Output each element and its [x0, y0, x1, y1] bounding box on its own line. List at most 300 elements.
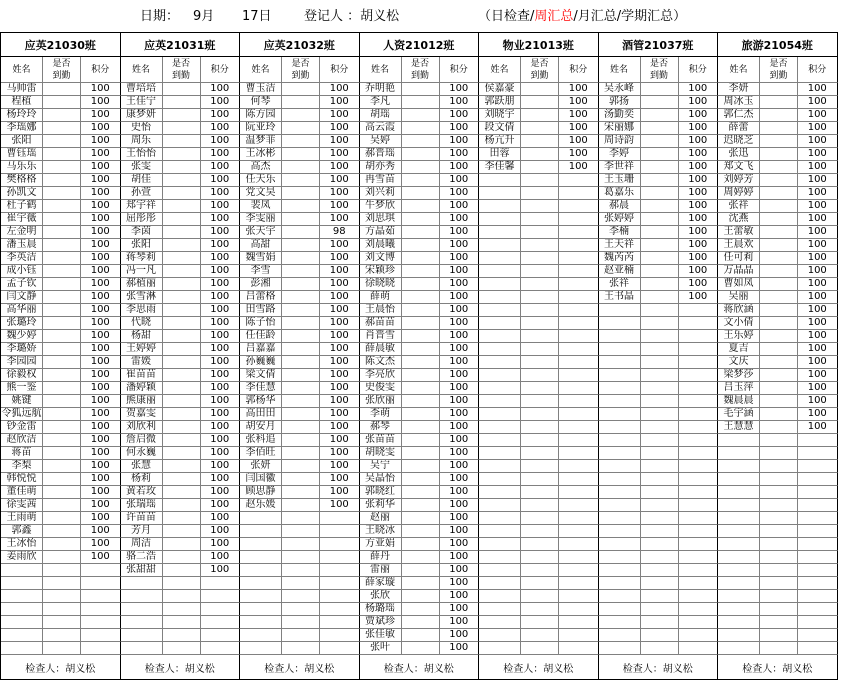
student-name-cell[interactable]: 詹启微: [121, 434, 163, 447]
score-cell[interactable]: 100: [201, 83, 241, 96]
student-name-cell[interactable]: 张欣: [360, 590, 402, 603]
score-cell[interactable]: 100: [440, 369, 480, 382]
score-cell[interactable]: 100: [798, 109, 838, 122]
student-name-cell[interactable]: 杨莉: [121, 473, 163, 486]
student-name-cell[interactable]: 刘欣利: [121, 421, 163, 434]
student-name-cell[interactable]: 党文昊: [240, 187, 282, 200]
attendance-cell[interactable]: [43, 265, 81, 278]
attendance-cell[interactable]: [521, 642, 559, 655]
student-name-cell[interactable]: 史怡: [121, 122, 163, 135]
student-name-cell[interactable]: [479, 447, 521, 460]
attendance-cell[interactable]: [402, 213, 440, 226]
attendance-cell[interactable]: [760, 382, 798, 395]
score-cell[interactable]: 100: [81, 161, 121, 174]
attendance-cell[interactable]: [641, 83, 679, 96]
student-name-cell[interactable]: 高华丽: [1, 304, 43, 317]
attendance-cell[interactable]: [760, 460, 798, 473]
student-name-cell[interactable]: 董佳萌: [1, 486, 43, 499]
score-cell[interactable]: [81, 564, 121, 577]
score-cell[interactable]: 100: [320, 148, 360, 161]
attendance-cell[interactable]: [282, 512, 320, 525]
attendance-cell[interactable]: [760, 96, 798, 109]
student-name-cell[interactable]: [121, 577, 163, 590]
attendance-cell[interactable]: [163, 187, 201, 200]
score-cell[interactable]: [559, 629, 599, 642]
attendance-cell[interactable]: [163, 590, 201, 603]
student-name-cell[interactable]: 张科追: [240, 434, 282, 447]
score-cell[interactable]: 100: [440, 330, 480, 343]
attendance-cell[interactable]: [521, 213, 559, 226]
student-name-cell[interactable]: [599, 512, 641, 525]
student-name-cell[interactable]: 钞金雷: [1, 421, 43, 434]
attendance-cell[interactable]: [282, 291, 320, 304]
student-name-cell[interactable]: 郭扬: [599, 96, 641, 109]
attendance-cell[interactable]: [43, 421, 81, 434]
score-cell[interactable]: [679, 356, 719, 369]
score-cell[interactable]: 100: [320, 382, 360, 395]
student-name-cell[interactable]: [479, 291, 521, 304]
attendance-cell[interactable]: [282, 577, 320, 590]
student-name-cell[interactable]: 李雪: [240, 265, 282, 278]
attendance-cell[interactable]: [163, 356, 201, 369]
student-name-cell[interactable]: [599, 642, 641, 655]
attendance-cell[interactable]: [521, 135, 559, 148]
score-cell[interactable]: [559, 265, 599, 278]
attendance-cell[interactable]: [282, 525, 320, 538]
attendance-cell[interactable]: [760, 590, 798, 603]
attendance-cell[interactable]: [641, 96, 679, 109]
score-cell[interactable]: [559, 551, 599, 564]
student-name-cell[interactable]: [479, 330, 521, 343]
score-cell[interactable]: 100: [440, 629, 480, 642]
student-name-cell[interactable]: 张瑞瑶: [121, 499, 163, 512]
student-name-cell[interactable]: 田雪路: [240, 304, 282, 317]
score-cell[interactable]: 100: [320, 447, 360, 460]
student-name-cell[interactable]: [479, 343, 521, 356]
student-name-cell[interactable]: 郭杨华: [240, 395, 282, 408]
score-cell[interactable]: 100: [201, 161, 241, 174]
score-cell[interactable]: 100: [81, 83, 121, 96]
score-cell[interactable]: 100: [440, 174, 480, 187]
attendance-cell[interactable]: [402, 395, 440, 408]
student-name-cell[interactable]: 吕嘉嘉: [240, 343, 282, 356]
student-name-cell[interactable]: 周诗韵: [599, 135, 641, 148]
student-name-cell[interactable]: 曹培培: [121, 83, 163, 96]
score-cell[interactable]: 100: [679, 226, 719, 239]
score-cell[interactable]: 100: [559, 122, 599, 135]
score-cell[interactable]: 100: [440, 499, 480, 512]
attendance-cell[interactable]: [43, 330, 81, 343]
score-cell[interactable]: [559, 512, 599, 525]
score-cell[interactable]: [559, 304, 599, 317]
attendance-cell[interactable]: [163, 603, 201, 616]
student-name-cell[interactable]: [718, 512, 760, 525]
attendance-cell[interactable]: [43, 577, 81, 590]
score-cell[interactable]: 100: [559, 109, 599, 122]
student-name-cell[interactable]: 何永巍: [121, 447, 163, 460]
student-name-cell[interactable]: [599, 590, 641, 603]
student-name-cell[interactable]: 吴宁: [360, 460, 402, 473]
attendance-cell[interactable]: [760, 369, 798, 382]
score-cell[interactable]: 100: [81, 317, 121, 330]
student-name-cell[interactable]: [1, 629, 43, 642]
student-name-cell[interactable]: [718, 629, 760, 642]
attendance-cell[interactable]: [641, 616, 679, 629]
score-cell[interactable]: 100: [679, 109, 719, 122]
score-cell[interactable]: [679, 603, 719, 616]
student-name-cell[interactable]: [479, 356, 521, 369]
student-name-cell[interactable]: 李思雨: [121, 304, 163, 317]
attendance-cell[interactable]: [163, 265, 201, 278]
student-name-cell[interactable]: [599, 395, 641, 408]
score-cell[interactable]: [320, 525, 360, 538]
attendance-cell[interactable]: [402, 291, 440, 304]
score-cell[interactable]: 100: [798, 135, 838, 148]
score-cell[interactable]: [798, 538, 838, 551]
student-name-cell[interactable]: [1, 642, 43, 655]
score-cell[interactable]: [679, 564, 719, 577]
attendance-cell[interactable]: [402, 317, 440, 330]
attendance-cell[interactable]: [163, 382, 201, 395]
student-name-cell[interactable]: 胡佳: [121, 174, 163, 187]
student-name-cell[interactable]: [479, 473, 521, 486]
score-cell[interactable]: 100: [81, 265, 121, 278]
attendance-cell[interactable]: [760, 486, 798, 499]
attendance-cell[interactable]: [641, 148, 679, 161]
attendance-cell[interactable]: [163, 408, 201, 421]
student-name-cell[interactable]: 潘玉晨: [1, 239, 43, 252]
attendance-cell[interactable]: [163, 642, 201, 655]
score-cell[interactable]: 100: [201, 408, 241, 421]
student-name-cell[interactable]: 牛梦欣: [360, 200, 402, 213]
attendance-cell[interactable]: [402, 369, 440, 382]
score-cell[interactable]: 100: [201, 564, 241, 577]
attendance-cell[interactable]: [43, 109, 81, 122]
score-cell[interactable]: [679, 629, 719, 642]
attendance-cell[interactable]: [641, 226, 679, 239]
score-cell[interactable]: 100: [798, 304, 838, 317]
student-name-cell[interactable]: [479, 252, 521, 265]
attendance-cell[interactable]: [163, 460, 201, 473]
score-cell[interactable]: [798, 629, 838, 642]
score-cell[interactable]: 100: [81, 499, 121, 512]
attendance-cell[interactable]: [402, 330, 440, 343]
score-cell[interactable]: 100: [320, 460, 360, 473]
student-name-cell[interactable]: 李佰旺: [240, 447, 282, 460]
attendance-cell[interactable]: [43, 200, 81, 213]
attendance-cell[interactable]: [641, 135, 679, 148]
attendance-cell[interactable]: [43, 603, 81, 616]
student-name-cell[interactable]: 陈文杰: [360, 356, 402, 369]
student-name-cell[interactable]: 闫文静: [1, 291, 43, 304]
attendance-cell[interactable]: [760, 421, 798, 434]
score-cell[interactable]: 100: [440, 109, 480, 122]
student-name-cell[interactable]: 郝植丽: [121, 278, 163, 291]
score-cell[interactable]: 100: [81, 447, 121, 460]
attendance-cell[interactable]: [641, 239, 679, 252]
student-name-cell[interactable]: 韩悦悦: [1, 473, 43, 486]
student-name-cell[interactable]: 魏晨晨: [718, 395, 760, 408]
attendance-cell[interactable]: [760, 304, 798, 317]
score-cell[interactable]: [81, 577, 121, 590]
score-cell[interactable]: 100: [440, 291, 480, 304]
attendance-cell[interactable]: [641, 330, 679, 343]
student-name-cell[interactable]: [479, 421, 521, 434]
score-cell[interactable]: [679, 551, 719, 564]
attendance-cell[interactable]: [760, 200, 798, 213]
attendance-cell[interactable]: [402, 135, 440, 148]
score-cell[interactable]: 100: [679, 252, 719, 265]
score-cell[interactable]: 100: [320, 83, 360, 96]
student-name-cell[interactable]: 方晶茹: [360, 226, 402, 239]
score-cell[interactable]: 100: [81, 291, 121, 304]
student-name-cell[interactable]: 熊一鉴: [1, 382, 43, 395]
student-name-cell[interactable]: [599, 304, 641, 317]
student-name-cell[interactable]: [479, 590, 521, 603]
attendance-cell[interactable]: [760, 434, 798, 447]
score-cell[interactable]: 100: [440, 538, 480, 551]
attendance-cell[interactable]: [402, 564, 440, 577]
attendance-cell[interactable]: [641, 109, 679, 122]
student-name-cell[interactable]: 杨甜: [121, 330, 163, 343]
score-cell[interactable]: 100: [440, 213, 480, 226]
score-cell[interactable]: 100: [81, 382, 121, 395]
score-cell[interactable]: 100: [201, 473, 241, 486]
score-cell[interactable]: [798, 473, 838, 486]
score-cell[interactable]: [559, 486, 599, 499]
attendance-cell[interactable]: [760, 239, 798, 252]
score-cell[interactable]: 100: [440, 447, 480, 460]
student-name-cell[interactable]: 张迅: [718, 148, 760, 161]
attendance-cell[interactable]: [43, 122, 81, 135]
attendance-cell[interactable]: [521, 200, 559, 213]
score-cell[interactable]: 100: [798, 330, 838, 343]
student-name-cell[interactable]: 蒋欣涵: [718, 304, 760, 317]
student-name-cell[interactable]: 郝琴: [360, 421, 402, 434]
attendance-cell[interactable]: [282, 122, 320, 135]
attendance-cell[interactable]: [760, 408, 798, 421]
attendance-cell[interactable]: [163, 577, 201, 590]
score-cell[interactable]: 100: [559, 148, 599, 161]
attendance-cell[interactable]: [163, 486, 201, 499]
student-name-cell[interactable]: 张阳: [1, 135, 43, 148]
student-name-cell[interactable]: [121, 629, 163, 642]
student-name-cell[interactable]: 张璐玲: [1, 317, 43, 330]
score-cell[interactable]: 100: [201, 148, 241, 161]
attendance-cell[interactable]: [402, 226, 440, 239]
score-cell[interactable]: [679, 330, 719, 343]
student-name-cell[interactable]: 杨玲玲: [1, 109, 43, 122]
score-cell[interactable]: [559, 616, 599, 629]
student-name-cell[interactable]: [1, 577, 43, 590]
attendance-cell[interactable]: [760, 213, 798, 226]
score-cell[interactable]: 100: [798, 161, 838, 174]
attendance-cell[interactable]: [641, 213, 679, 226]
student-name-cell[interactable]: [240, 616, 282, 629]
student-name-cell[interactable]: 马帅雷: [1, 83, 43, 96]
student-name-cell[interactable]: 周洁: [121, 538, 163, 551]
attendance-cell[interactable]: [641, 291, 679, 304]
student-name-cell[interactable]: 王晨欢: [718, 239, 760, 252]
score-cell[interactable]: 100: [679, 187, 719, 200]
attendance-cell[interactable]: [641, 408, 679, 421]
student-name-cell[interactable]: [599, 577, 641, 590]
student-name-cell[interactable]: 裴凤: [240, 200, 282, 213]
attendance-cell[interactable]: [43, 460, 81, 473]
score-cell[interactable]: 100: [320, 122, 360, 135]
student-name-cell[interactable]: [718, 499, 760, 512]
student-name-cell[interactable]: 吴永峰: [599, 83, 641, 96]
score-cell[interactable]: 100: [201, 109, 241, 122]
score-cell[interactable]: 100: [320, 473, 360, 486]
attendance-cell[interactable]: [43, 83, 81, 96]
attendance-cell[interactable]: [521, 291, 559, 304]
score-cell[interactable]: [798, 525, 838, 538]
student-name-cell[interactable]: 徐晓晓: [360, 278, 402, 291]
attendance-cell[interactable]: [521, 252, 559, 265]
score-cell[interactable]: 100: [81, 421, 121, 434]
student-name-cell[interactable]: 曹钰瑶: [1, 148, 43, 161]
attendance-cell[interactable]: [402, 356, 440, 369]
attendance-cell[interactable]: [521, 395, 559, 408]
score-cell[interactable]: [679, 486, 719, 499]
score-cell[interactable]: 100: [81, 369, 121, 382]
attendance-cell[interactable]: [282, 174, 320, 187]
student-name-cell[interactable]: 蒋琴莉: [121, 252, 163, 265]
attendance-cell[interactable]: [282, 538, 320, 551]
score-cell[interactable]: [559, 330, 599, 343]
student-name-cell[interactable]: 芳月: [121, 525, 163, 538]
attendance-cell[interactable]: [521, 343, 559, 356]
attendance-cell[interactable]: [43, 161, 81, 174]
score-cell[interactable]: [679, 317, 719, 330]
score-cell[interactable]: [559, 499, 599, 512]
student-name-cell[interactable]: 周婷婷: [718, 187, 760, 200]
score-cell[interactable]: [679, 369, 719, 382]
attendance-cell[interactable]: [521, 577, 559, 590]
attendance-cell[interactable]: [163, 83, 201, 96]
score-cell[interactable]: 100: [81, 252, 121, 265]
student-name-cell[interactable]: [599, 538, 641, 551]
attendance-cell[interactable]: [163, 564, 201, 577]
score-cell[interactable]: [559, 187, 599, 200]
score-cell[interactable]: 100: [440, 161, 480, 174]
score-cell[interactable]: 100: [320, 330, 360, 343]
student-name-cell[interactable]: [240, 642, 282, 655]
score-cell[interactable]: 100: [81, 330, 121, 343]
score-cell[interactable]: 100: [320, 109, 360, 122]
student-name-cell[interactable]: 郝苗苗: [360, 317, 402, 330]
attendance-cell[interactable]: [521, 278, 559, 291]
student-name-cell[interactable]: 王蕾敏: [718, 226, 760, 239]
score-cell[interactable]: 100: [81, 109, 121, 122]
student-name-cell[interactable]: 胡瑶: [360, 109, 402, 122]
attendance-cell[interactable]: [43, 525, 81, 538]
attendance-cell[interactable]: [760, 122, 798, 135]
student-name-cell[interactable]: [599, 447, 641, 460]
attendance-cell[interactable]: [641, 564, 679, 577]
student-name-cell[interactable]: 薛萌: [360, 291, 402, 304]
attendance-cell[interactable]: [402, 538, 440, 551]
attendance-cell[interactable]: [282, 460, 320, 473]
score-cell[interactable]: [798, 590, 838, 603]
score-cell[interactable]: [559, 577, 599, 590]
student-name-cell[interactable]: [240, 512, 282, 525]
student-name-cell[interactable]: 魏少婷: [1, 330, 43, 343]
score-cell[interactable]: 100: [798, 291, 838, 304]
student-name-cell[interactable]: [599, 499, 641, 512]
student-name-cell[interactable]: 赵欣洁: [1, 434, 43, 447]
attendance-cell[interactable]: [641, 512, 679, 525]
attendance-cell[interactable]: [282, 135, 320, 148]
attendance-cell[interactable]: [760, 499, 798, 512]
attendance-cell[interactable]: [282, 239, 320, 252]
student-name-cell[interactable]: 郑文飞: [718, 161, 760, 174]
score-cell[interactable]: 100: [679, 239, 719, 252]
attendance-cell[interactable]: [402, 460, 440, 473]
score-cell[interactable]: 100: [440, 603, 480, 616]
score-cell[interactable]: 100: [81, 356, 121, 369]
score-cell[interactable]: 100: [81, 122, 121, 135]
attendance-cell[interactable]: [641, 161, 679, 174]
student-name-cell[interactable]: 侯嘉豪: [479, 83, 521, 96]
student-name-cell[interactable]: 葛嘉乐: [599, 187, 641, 200]
student-name-cell[interactable]: [718, 642, 760, 655]
student-name-cell[interactable]: 高杰: [240, 161, 282, 174]
score-cell[interactable]: 100: [320, 239, 360, 252]
attendance-cell[interactable]: [760, 291, 798, 304]
student-name-cell[interactable]: [479, 408, 521, 421]
score-cell[interactable]: [559, 252, 599, 265]
score-cell[interactable]: 100: [440, 642, 480, 655]
score-cell[interactable]: 100: [201, 122, 241, 135]
attendance-cell[interactable]: [282, 421, 320, 434]
attendance-cell[interactable]: [282, 642, 320, 655]
student-name-cell[interactable]: 李英洁: [1, 252, 43, 265]
student-name-cell[interactable]: 贾斌珍: [360, 616, 402, 629]
student-name-cell[interactable]: 魏芮芮: [599, 252, 641, 265]
attendance-cell[interactable]: [760, 83, 798, 96]
score-cell[interactable]: 100: [798, 408, 838, 421]
attendance-cell[interactable]: [163, 447, 201, 460]
student-name-cell[interactable]: [479, 629, 521, 642]
student-name-cell[interactable]: 汤勤奕: [599, 109, 641, 122]
score-cell[interactable]: [798, 460, 838, 473]
attendance-cell[interactable]: [521, 369, 559, 382]
attendance-cell[interactable]: [282, 161, 320, 174]
attendance-cell[interactable]: [43, 291, 81, 304]
attendance-cell[interactable]: [163, 551, 201, 564]
attendance-cell[interactable]: [43, 148, 81, 161]
score-cell[interactable]: [320, 603, 360, 616]
student-name-cell[interactable]: 郭仁杰: [718, 109, 760, 122]
attendance-cell[interactable]: [760, 538, 798, 551]
score-cell[interactable]: 100: [201, 200, 241, 213]
student-name-cell[interactable]: 吕蕾格: [240, 291, 282, 304]
student-name-cell[interactable]: 姚键: [1, 395, 43, 408]
attendance-cell[interactable]: [43, 616, 81, 629]
student-name-cell[interactable]: 孙巍巍: [240, 356, 282, 369]
attendance-cell[interactable]: [760, 447, 798, 460]
student-name-cell[interactable]: [718, 538, 760, 551]
student-name-cell[interactable]: 赵亚楠: [599, 265, 641, 278]
score-cell[interactable]: [798, 499, 838, 512]
student-name-cell[interactable]: 赵丽: [360, 512, 402, 525]
attendance-cell[interactable]: [282, 330, 320, 343]
student-name-cell[interactable]: 张欣丽: [360, 395, 402, 408]
score-cell[interactable]: [559, 239, 599, 252]
attendance-cell[interactable]: [521, 512, 559, 525]
